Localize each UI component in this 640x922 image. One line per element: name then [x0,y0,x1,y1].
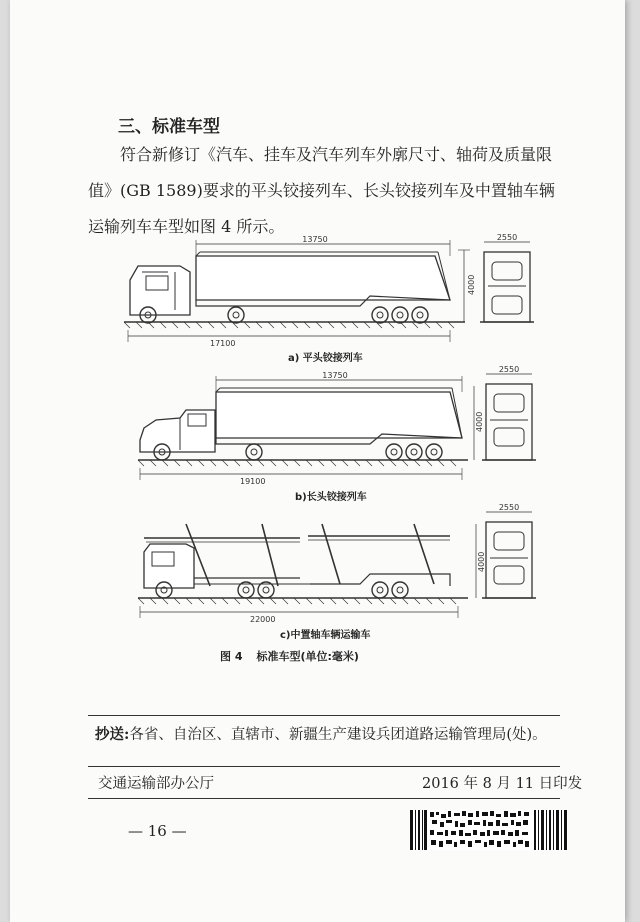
dim-b-total: 19100 [240,477,266,486]
barcode-image [410,810,568,850]
figure-title [220,648,359,664]
print-date: 2016 年 8 月 11 日印发 [422,776,583,792]
dim-a-trailer: 13750 [302,235,328,244]
caption-c: c)中置轴车辆运输车 [280,630,371,641]
distribution-text: 各省、自治区、直辖市、新疆生产建设兵团道路运输管理局(处)。 [129,727,547,743]
dim-a-width: 2550 [496,233,518,242]
document-page [10,0,625,922]
dim-a-total: 17100 [210,339,236,348]
issuing-office: 交通运输部办公厅 [98,776,214,792]
distribution-list [95,723,557,747]
paragraph-line-2: 值》(GB 1589)要求的平头铰接列车、长头铰接列车及中置轴车辆 [88,181,555,200]
divider-middle [88,766,560,767]
dim-b-height: 4000 [475,411,484,432]
dim-c-width: 2550 [498,503,520,512]
paragraph-line-3: 运输列车车型如图 4 所示。 [88,217,285,236]
figure-number: 图 4 [220,650,243,663]
dim-c-height: 4000 [477,551,486,572]
section-heading: 三、标准车型 [118,117,220,137]
divider-top [88,715,560,716]
page-number: — 16 — [128,822,187,840]
caption-b: b)长头铰接列车 [295,492,367,503]
caption-a: a) 平头铰接列车 [288,353,363,364]
distribution-label: 抄送: [95,726,130,743]
dim-b-width: 2550 [498,365,520,374]
dim-c-total: 22000 [250,615,276,624]
dim-a-height: 4000 [467,274,476,295]
figure-title-text: 标准车型(单位:毫米) [256,650,359,663]
dim-b-trailer: 13750 [322,371,348,380]
paragraph-line-1: 符合新修订《汽车、挂车及汽车列车外廓尺寸、轴荷及质量限 [120,145,553,164]
divider-bottom [88,798,560,799]
